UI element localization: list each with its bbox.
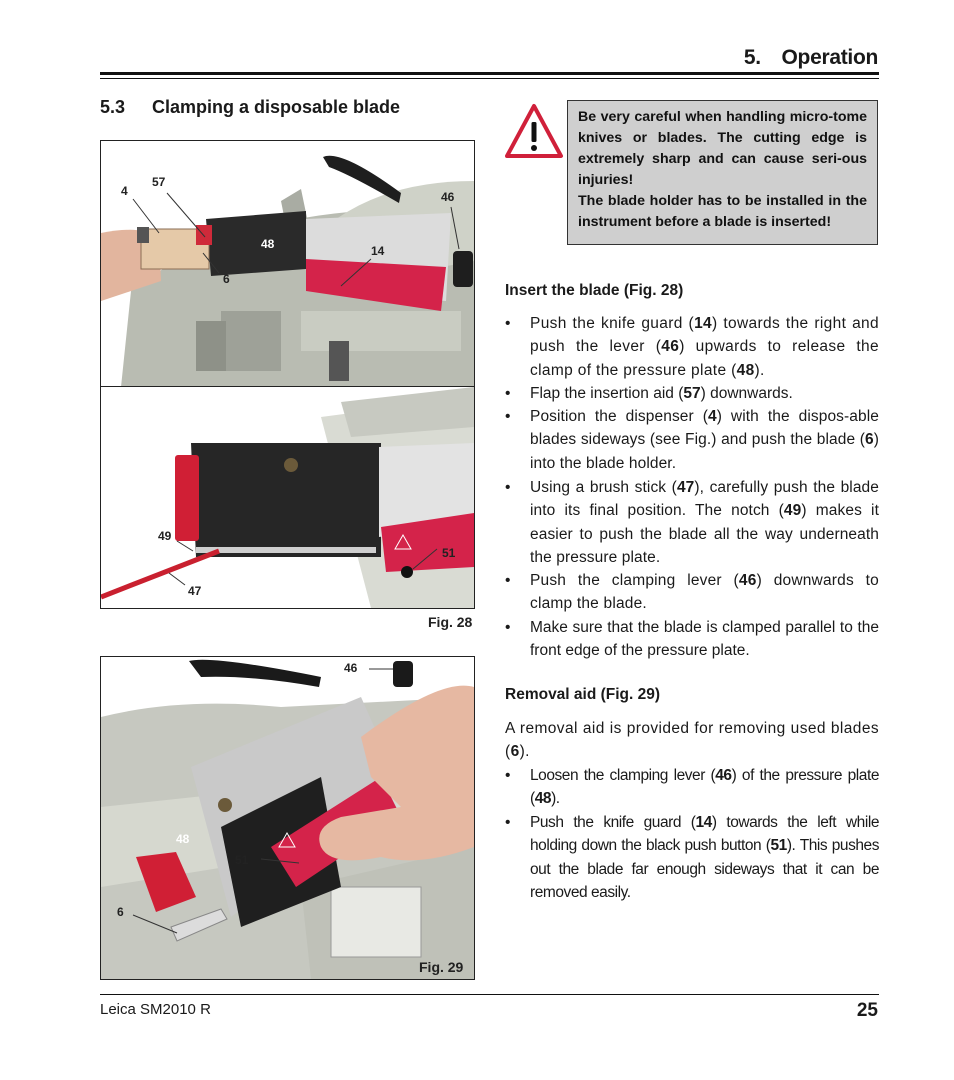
bullet-dot: •: [505, 814, 511, 831]
removal-intro: A removal aid is provided for removing used blades (6).: [505, 720, 879, 761]
warning-text-1: Be very careful when handling micro-tome knives or blades. The cutting edge is extremely sharp and can cause seri-ous injuries!: [578, 109, 867, 188]
label-49: 49: [158, 529, 172, 543]
section-heading: [100, 97, 400, 118]
label-46: 46: [441, 190, 455, 204]
chapter-title: 5. Operation: [743, 46, 878, 69]
label-48: 48: [261, 237, 275, 251]
fig28-caption: Fig. 28: [428, 614, 473, 630]
bullet-dot: •: [505, 619, 511, 636]
label-14: 14: [371, 244, 385, 258]
header-rule-thin: [100, 78, 879, 79]
label-6: 6: [223, 272, 230, 286]
header-rule-thick: [100, 72, 879, 75]
bullet-dot: •: [505, 479, 511, 496]
removal-bullet-1: • Loosen the clamping lever (46) of the pressure plate (48).: [505, 764, 879, 811]
bullet-dot: •: [505, 572, 511, 589]
fig29-photo: [100, 656, 475, 980]
label-48: 48: [176, 832, 190, 846]
blade-final-position-illustration: [101, 387, 474, 608]
insert-bullet-1: • Push the knife guard (14) towards the right and push the lever (46) upwards to release the clamp of the pressure plate (48).: [505, 312, 879, 382]
label-4: 4: [121, 184, 128, 198]
removal-bullet-2: • Push the knife guard (14) towards the left while holding down the black push button (51). This pushes out the blade far enough sideways that it can be removed easily.: [505, 811, 879, 904]
fig28-top-photo: [100, 140, 475, 388]
section-title-text: Clamping a disposable blade: [152, 97, 401, 117]
footer-product-name: Leica SM2010 R: [100, 1001, 211, 1018]
insert-bullet-6: • Make sure that the blade is clamped parallel to the front edge of the pressure plate.: [505, 616, 879, 663]
insert-heading: Insert the blade (Fig. 28): [505, 282, 684, 299]
warning-box: [567, 100, 878, 245]
label-6: 6: [117, 905, 124, 919]
bullet-dot: •: [505, 767, 511, 784]
label-47: 47: [188, 584, 202, 598]
bullet-dot: •: [505, 408, 511, 425]
removal-aid-illustration: [101, 657, 474, 979]
bullet-dot: •: [505, 315, 511, 332]
insert-bullet-3: • Position the dispenser (4) with the dispos-able blades sideways (see Fig.) and push the blade (6) into the blade holder.: [505, 405, 879, 475]
bullet-dot: •: [505, 385, 511, 402]
label-51: 51: [442, 546, 456, 560]
removal-heading: Removal aid (Fig. 29): [505, 686, 661, 703]
warning-text-2: The blade holder has to be installed in the instrument before a blade is inserted!: [578, 193, 867, 230]
insert-bullet-5: • Push the clamping lever (46) downwards to clamp the blade.: [505, 569, 879, 616]
fig28-bottom-photo: [100, 386, 475, 609]
warning-triangle-icon: [504, 102, 564, 160]
insert-bullet-4: • Using a brush stick (47), carefully push the blade into its final position. The notch (49) makes it easier to push the blade all the way underneath the pressure plate.: [505, 476, 879, 569]
label-46: 46: [344, 661, 358, 675]
page-number: 25: [856, 1000, 878, 1021]
label-57: 57: [152, 175, 166, 189]
footer-rule: [100, 994, 879, 995]
insert-bullet-2: • Flap the insertion aid (57) downwards.: [505, 382, 879, 405]
section-number: 5.3: [100, 97, 126, 117]
label-51: 51: [235, 853, 249, 867]
fig29-caption: Fig. 29: [419, 959, 464, 975]
